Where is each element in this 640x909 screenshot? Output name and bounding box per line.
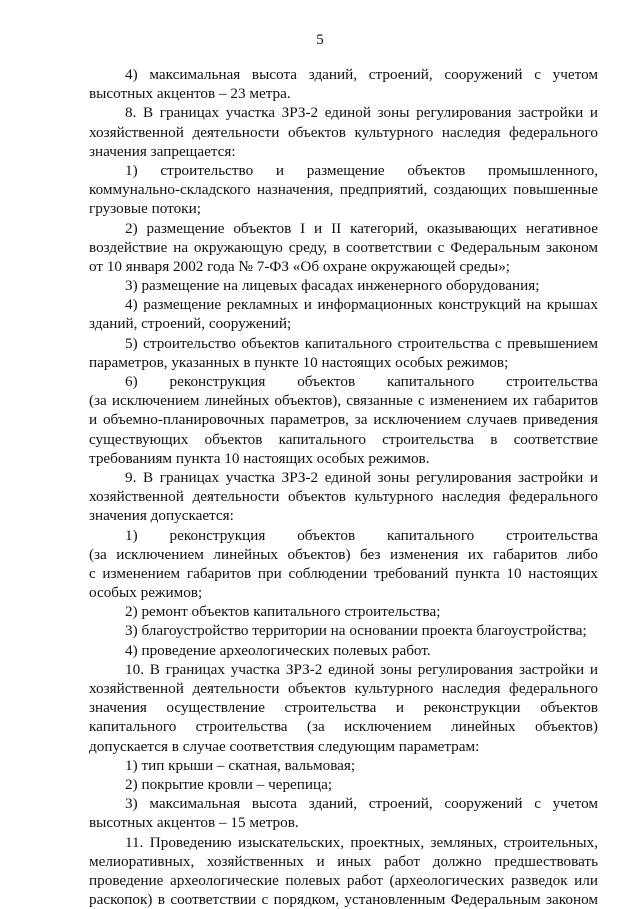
text-line: 2) размещение объектов I и II категорий, оказывающих негативное <box>125 219 598 237</box>
text-line: 1) тип крыши – скатная, вальмовая; <box>125 756 356 774</box>
document-body <box>89 65 598 909</box>
text-line: коммунально-складского назначения, предприятий, создающих повышенные <box>89 181 598 199</box>
text-line: значения осуществление строительства и реконструкции объектов <box>89 699 598 717</box>
text-line: хозяйственной деятельности объектов культурного наследия федерального <box>89 680 598 697</box>
text-line: проведение археологические полевых работ (археологических разведок или <box>89 871 598 889</box>
text-line: 1) строительство и размещение объектов промышленного, <box>125 161 598 179</box>
text-line: 11. Проведению изыскательских, проектных, земляных, строительных, <box>125 833 598 851</box>
text-line: (за исключением линейных объектов), связанные с изменением их габаритов <box>89 392 598 410</box>
text-line: 3) благоустройство территории на основании проекта благоустройства; <box>125 622 587 640</box>
text-line: 10. В границах участка ЗРЗ-2 единой зоны регулирования застройки и <box>125 660 598 678</box>
text-line: 8. В границах участка ЗРЗ-2 единой зоны регулирования застройки и <box>125 104 598 122</box>
text-line: грузовые потоки; <box>89 200 201 218</box>
text-line: 2) ремонт объектов капитального строительства; <box>125 603 441 621</box>
text-line: 3) размещение на лицевых фасадах инженерного оборудования; <box>125 277 540 295</box>
text-line: особых режимов; <box>89 584 203 602</box>
text-line: воздействие на окружающую среду, в соответствии с Федеральным законом <box>89 238 598 256</box>
text-line: (за исключением линейных объектов) без изменения их габаритов либо <box>89 545 598 563</box>
text-line: 6) реконструкция объектов капитального строительства <box>125 373 598 390</box>
text-line: 9. В границах участка ЗРЗ-2 единой зоны регулирования застройки и <box>125 468 598 486</box>
text-line: высотных акцентов – 23 метра. <box>89 85 291 103</box>
text-line: 1) реконструкция объектов капитального строительства <box>125 526 598 544</box>
text-line: существующих объектов капитального строительства в соответствие <box>89 430 598 448</box>
text-line: хозяйственной деятельности объектов культурного наследия федерального <box>89 488 598 506</box>
text-line: с изменением габаритов при соблюдении требований пункта 10 настоящих <box>89 564 598 582</box>
text-line: раскопок) в соответствии с порядком, установленным Федеральным законом <box>89 891 598 909</box>
text-line: требованиям пункта 10 настоящих особых режимов. <box>89 449 430 467</box>
text-line: зданий, строений, сооружений; <box>89 315 292 333</box>
text-line: 4) максимальная высота зданий, строений, сооружений с учетом <box>125 66 598 83</box>
text-line: хозяйственной деятельности объектов культурного наследия федерального <box>89 123 598 141</box>
text-line: 4) проведение археологических полевых работ. <box>125 641 431 659</box>
text-line: от 10 января 2002 года № 7-ФЗ «Об охране окружающей среды»; <box>89 257 511 275</box>
text-line: и объемно-планировочных параметров, за исключением случаев приведения <box>89 411 598 429</box>
text-line: допускается в случае соответствия следующим параметрам: <box>89 737 480 755</box>
text-line: 4) размещение рекламных и информационных конструкций на крышах <box>125 296 598 314</box>
text-line: 2) покрытие кровли – черепица; <box>125 775 333 793</box>
text-line: 3) максимальная высота зданий, строений, сооружений с учетом <box>125 795 598 813</box>
text-line: 5) строительство объектов капитального строительства с превышением <box>125 334 598 352</box>
page-number: 5 <box>316 32 324 48</box>
text-line: параметров, указанных в пункте 10 настоящих особых режимов; <box>89 353 509 371</box>
text-line: высотных акцентов – 15 метров. <box>89 814 299 832</box>
text-line: значения допускается: <box>89 507 234 525</box>
text-line: капитального строительства (за исключением линейных объектов) <box>89 718 598 736</box>
text-line: мелиоративных, хозяйственных и иных работ должно предшествовать <box>89 852 598 870</box>
text-line: значения запрещается: <box>89 142 236 160</box>
